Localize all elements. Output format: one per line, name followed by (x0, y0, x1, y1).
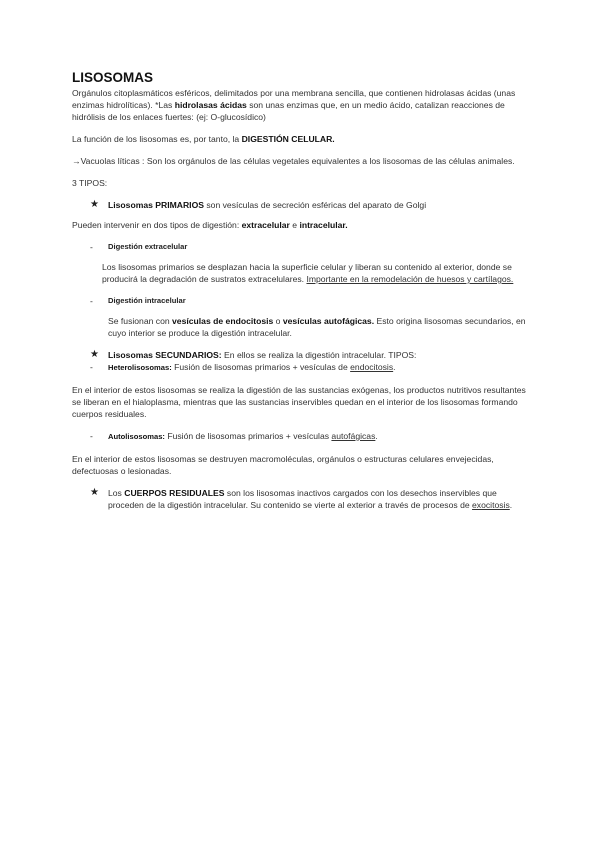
dash-bullet-icon: - (90, 296, 93, 306)
star-bullet-icon: ★ (90, 487, 99, 498)
residuales-item: ★ Los CUERPOS RESIDUALES son los lisosomas inactivos cargados con los desechos inservibles que proceden de la digestión intracelular. Su contenido se vierte al exterior a través de procesos de exocitosis. (90, 487, 513, 510)
dash-bullet-icon: - (90, 242, 93, 252)
autolisosomas-item: - Autolisosomas: Fusión de lisosomas primarios + vesículas autofágicas. (90, 431, 378, 441)
dash-bullet-icon: - (90, 362, 93, 372)
document-page (72, 70, 532, 511)
primarios-item: ★ Lisosomas PRIMARIOS son vesículas de secreción esféricas del aparato de Golgi (90, 199, 427, 210)
star-bullet-icon: ★ (90, 199, 99, 210)
extracelular-heading: - Digestión extracelular (90, 242, 188, 252)
dash-bullet-icon: - (90, 431, 93, 441)
star-bullet-icon: ★ (90, 349, 99, 360)
intracelular-paragraph: Se fusionan con vesículas de endocitosis o vesículas autofágicas. Esto origina lisosomas secundarios, en cuyo interior se produce la digestión intracelular. (108, 316, 526, 338)
auto-description: En el interior de estos lisosomas se destruyen macromoléculas, orgánulos o estructuras celulares envejecidas, defectuosas o lesionadas. (72, 454, 494, 476)
intro-paragraph: Orgánulos citoplasmáticos esféricos, delimitados por una membrana sencilla, que contienen hidrolasas ácidas (unas enzimas hidrolíticas). *Las hidrolasas ácidas son unas enzimas que, en un medio ácido, catalizan reacciones de hidrólisis de los enlaces fuertes: (ej: O-glucosídico) (72, 88, 516, 122)
intracelular-heading: - Digestión intracelular (90, 296, 186, 306)
vacuolas-paragraph: →Vacuolas líticas : Son los orgánulos de las células vegetales equivalentes a los lisosomas de las células animales. (72, 156, 515, 166)
digestion-tipos-paragraph: Pueden intervenir en dos tipos de digestión: extracelular e intracelular. (72, 220, 348, 230)
funcion-paragraph: La función de los lisosomas es, por tanto, la DIGESTIÓN CELULAR. (72, 134, 335, 144)
page-title: LISOSOMAS (72, 70, 154, 85)
secundarios-item: ★ Lisosomas SECUNDARIOS: En ellos se realiza la digestión intracelular. TIPOS: (90, 349, 417, 360)
hetero-description: En el interior de estos lisosomas se realiza la digestión de las sustancias exógenas, los productos nutritivos resultantes se liberan en el hialoplasma, mientras que las sustancias inservibles quedan en el interior de los lisosomas formando cuerpos residuales. (72, 385, 526, 419)
heterolisosomas-item: - Heterolisosomas: Fusión de lisosomas primarios + vesículas de endocitosis. (90, 362, 396, 372)
extracelular-paragraph: Los lisosomas primarios se desplazan hacia la superficie celular y liberan su contenido al exterior, donde se producirá la degradación de sustratos extracelulares. Importante en la remodelación de huesos y cartílagos. (102, 262, 514, 284)
tipos-label: 3 TIPOS: (72, 178, 108, 188)
